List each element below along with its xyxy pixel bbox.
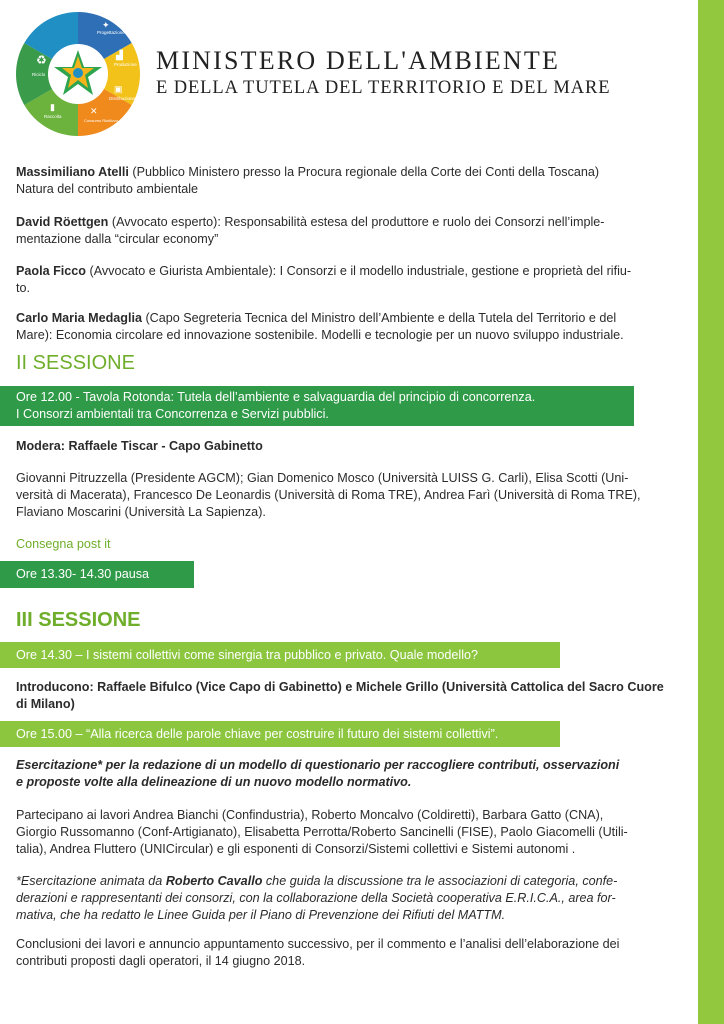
exercise-text: Esercitazione* per la redazione di un modello di questionario per raccogliere contributi, osservazioni e proposte volte alla delineazione di un nuovo modello normativo. (16, 758, 620, 789)
speaker-name: David Röettgen (16, 215, 109, 229)
logo-label-distribuzione: Distribuzione (109, 96, 136, 101)
participants-list: Partecipano ai lavori Andrea Bianchi (Confindustria), Roberto Moncalvo (Coldiretti), Barbara Gatto (CNA), Giorgio Russomanno (Conf-Artigianato), Elisabetta Perrotta/Roberto Sancinelli (FISE), Paolo Giacomelli (Utili- talia), Andrea Fluttero (UNICircular) e gli esponenti di Consorzi/Sistemi collettivi e Sistemi autonomi . (16, 808, 628, 856)
speaker-role: (Avvocato e Giurista Ambientale): I Consorzi e il modello industriale, gestione e proprietà del rifiu- (86, 264, 632, 278)
side-accent-bar (698, 0, 724, 1024)
speaker-block (16, 164, 688, 198)
conclusion-text: Conclusioni dei lavori e annuncio appuntamento successivo, per il commento e l’analisi dell’elaborazione dei contributi proposti dagli operatori, il 14 giugno 2018. (16, 937, 620, 968)
speaker-topic: Natura del contributo ambientale (16, 182, 199, 196)
session-2-band (0, 386, 634, 426)
page-title: MINISTERO DELL'AMBIENTE (156, 46, 561, 75)
exercise-note: *Esercitazione animata da Roberto Cavallo che guida la discussione tra le associazioni di categoria, confe- derazioni e rappresentanti dei consorzi, con la collaborazione della Società cooperativa E.R.I.C.A., area for- mativa, che ha redatto le Linee Guida per il Piano di Prevenzione dei Rifiuti del MATTM. (16, 874, 618, 922)
intro-text: Introducono: Raffaele Bifulco (Vice Capo di Gabinetto) e Michele Grillo (Università Cattolica del Sacro Cuore di Milano) (16, 680, 664, 711)
speaker-block (16, 310, 688, 344)
session-3-heading: III SESSIONE (16, 609, 141, 631)
speaker-block (16, 214, 688, 248)
logo-label-raccolta: Raccolta (44, 114, 62, 119)
lightbulb-icon: ✦ (102, 20, 110, 30)
moderator-text: Modera: Raffaele Tiscar - Capo Gabinetto (16, 439, 263, 453)
post-it-note: Consegna post it (16, 537, 111, 551)
band-line: Ore 12.00 - Tavola Rotonda: Tutela dell’ambiente e salvaguardia del principio di concorrenza. (16, 390, 536, 404)
speaker-name: Massimiliano Atelli (16, 165, 129, 179)
speaker-name: Carlo Maria Medaglia (16, 311, 142, 325)
logo-label-produzione: Produzione (114, 62, 137, 67)
tools-icon: ✕ (90, 106, 98, 116)
animator-name: Roberto Cavallo (165, 874, 263, 888)
session-3-band-1: Ore 14.30 – I sistemi collettivi come sinergia tra pubblico e privato. Quale modello? (0, 642, 560, 668)
logo-label-riciclo: Riciclo (32, 72, 46, 77)
speaker-topic: Mare): Economia circolare ed innovazione sostenibile. Modelli e tecnologie per un nuovo sviluppo industriale. (16, 328, 624, 342)
session-2-heading: II SESSIONE (16, 352, 135, 374)
speaker-topic: to. (16, 281, 31, 295)
page-subtitle: E DELLA TUTELA DEL TERRITORIO E DEL MARE (156, 78, 611, 98)
speaker-name: Paola Ficco (16, 264, 86, 278)
cart-icon: ▣ (114, 84, 123, 94)
speaker-role: (Avvocato esperto): Responsabilità estesa del produttore e ruolo dei Consorzi nell’imple- (108, 215, 605, 229)
logo-label-consumo: Consumo Riutilizzo (84, 118, 119, 123)
factory-icon: ▟ (116, 50, 123, 60)
speaker-role: (Capo Segreteria Tecnica del Ministro dell’Ambiente e della Tutela del Territorio e del (141, 311, 617, 325)
logo-label-progettazione: Progettazione (97, 30, 125, 35)
speaker-block (16, 263, 688, 297)
session-3-band-2: Ore 15.00 – “Alla ricerca delle parole chiave per costruire il futuro dei sistemi collettivi”. (0, 721, 560, 747)
participants-text: Giovanni Pitruzzella (Presidente AGCM); Gian Domenico Mosco (Università LUISS G. Carli), Elisa Scotti (Uni- versità di Macerata), Francesco De Leonardis (Università di Roma TRE), Andrea Farì (Università di Roma TRE), Flaviano Moscarini (Università La Sapienza). (16, 471, 641, 519)
speaker-role: (Pubblico Ministero presso la Procura regionale della Corte dei Conti della Toscana) (128, 165, 600, 179)
recycle-icon: ♻ (36, 53, 47, 67)
ministry-logo (14, 10, 142, 138)
pause-band: Ore 13.30- 14.30 pausa (0, 561, 194, 588)
band-line: I Consorzi ambientali tra Concorrenza e Servizi pubblici. (16, 407, 329, 421)
speaker-topic: mentazione dalla “circular economy” (16, 232, 219, 246)
bin-icon: ▮ (50, 102, 55, 112)
